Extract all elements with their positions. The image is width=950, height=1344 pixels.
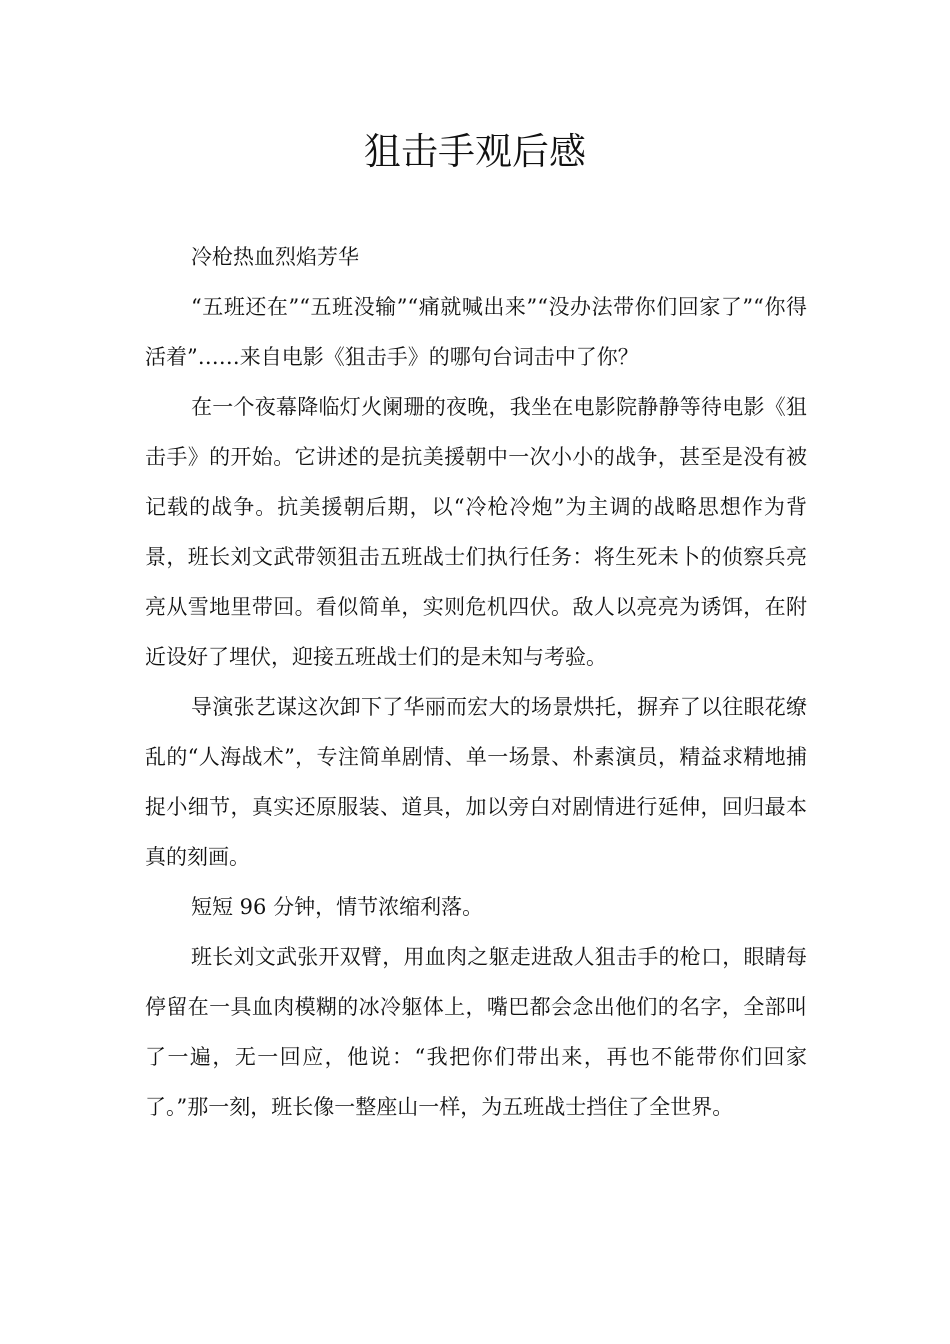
paragraph-duration: 短短 96 分钟，情节浓缩利落。: [191, 895, 484, 919]
paragraph-subtitle: 冷枪热血烈焰芳华: [191, 245, 359, 269]
document-body: [145, 232, 807, 1132]
paragraph-squad-leader: 班长刘文武张开双臂，用血肉之躯走进敌人狙击手的枪口，眼睛每停留在一具血肉模糊的冰冷躯体上，嘴巴都会念出他们的名字，全部叫了一遍，无一回应，他说：“我把你们带出来，再也不能带你们回家了。”那一刻，班长像一整座山一样，为五班战士挡住了全世界。: [145, 945, 807, 1119]
paragraph-director: 导演张艺谋这次卸下了华丽而宏大的场景烘托，摒弃了以往眼花缭乱的“人海战术”，专注简单剧情、单一场景、朴素演员，精益求精地捕捉小细节，真实还原服装、道具，加以旁白对剧情进行延伸，回归最本真的刻画。: [145, 695, 807, 869]
paragraph-plot: 在一个夜幕降临灯火阑珊的夜晚，我坐在电影院静静等待电影《狙击手》的开始。它讲述的是抗美援朝中一次小小的战争，甚至是没有被记载的战争。抗美援朝后期，以“冷枪冷炮”为主调的战略思想作为背景，班长刘文武带领狙击五班战士们执行任务：将生死未卜的侦察兵亮亮从雪地里带回。看似简单，实则危机四伏。敌人以亮亮为诱饵，在附近设好了埋伏，迎接五班战士们的是未知与考验。: [145, 395, 807, 669]
document-title: 狙击手观后感: [364, 130, 586, 173]
paragraph-quotes: “五班还在”“五班没输”“痛就喊出来”“没办法带你们回家了”“你得活着”……来自电影《狙击手》的哪句台词击中了你？: [145, 295, 807, 369]
